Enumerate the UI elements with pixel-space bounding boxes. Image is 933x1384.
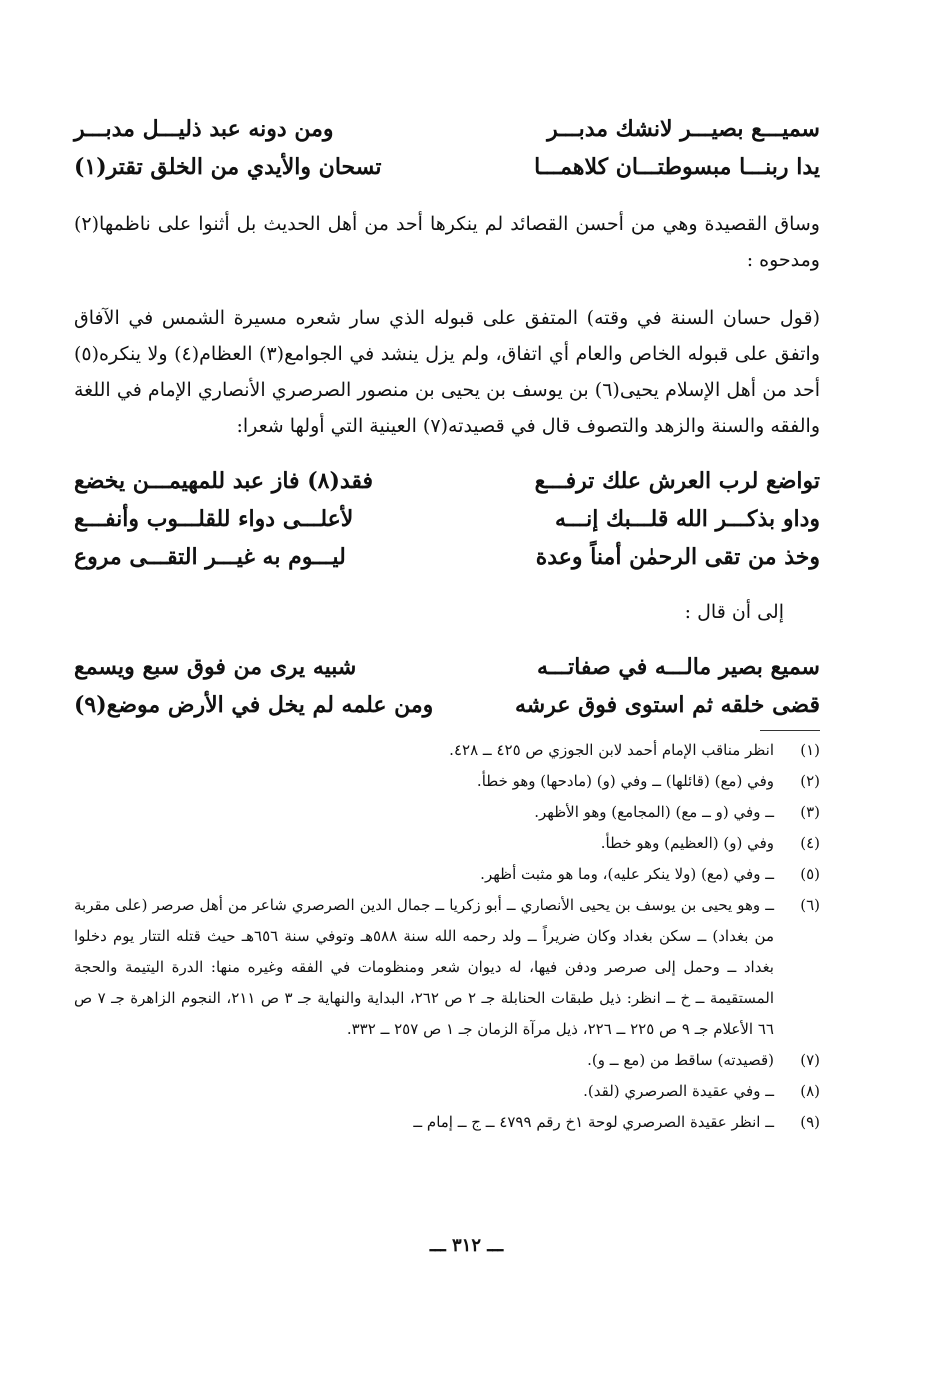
verse-first-hemistich: سميـــع بصيـــر لانشك مدبـــر: [547, 116, 820, 142]
footnote-separator: [760, 730, 820, 731]
verse-line: [74, 462, 820, 500]
verse-first-hemistich: تواضع لرب العرش علك ترفـــع: [534, 468, 820, 494]
footnote-text: وفي (مع) (قائلها) ــ وفي (و) (مادحها) وهو خطأ.: [476, 772, 774, 790]
footnote-number: (٣): [800, 803, 820, 821]
verse-first-hemistich: قضى خلقه ثم استوى فوق عرشه: [514, 692, 820, 718]
footnote: [74, 766, 820, 797]
verse-line: [74, 110, 820, 148]
footnote: [74, 890, 820, 1045]
page-body: [74, 110, 820, 1138]
footnote-number: (١): [800, 741, 820, 759]
footnote: [74, 735, 820, 766]
verse-first-hemistich: يدا ربنـــا مبسوطتـــان كلاهمـــا: [534, 154, 820, 180]
footnote-number: (٢): [800, 772, 820, 790]
verse-first-hemistich: وداو بذكـــر الله قلـــبك إنـــه: [555, 506, 820, 532]
footnote: [74, 1076, 820, 1107]
paragraph-1: وساق القصيدة وهي من أحسن القصائد لم ينكرها أحد من أهل الحديث بل أثنوا على ناظمها(٢) ومدحوه :: [74, 213, 820, 271]
footnote-text: انظر مناقب الإمام أحمد لابن الجوزي ص ٤٢٥ ــ ٤٢٨.: [449, 741, 774, 759]
verse-line: [74, 648, 820, 686]
verse-line: [74, 686, 820, 724]
transition-line: إلى أن قال :: [684, 601, 784, 623]
verse-first-hemistich: سميع بصير مالـــه في صفاتـــه: [536, 654, 820, 680]
verse-second-hemistich: لأعلـــى دواء للقلـــوب وأنفـــع: [74, 506, 354, 532]
footnote: [74, 828, 820, 859]
verse-line: [74, 148, 820, 186]
verse-second-hemistich: ومن علمه لم يخل في الأرض موضع(٩): [74, 692, 434, 718]
verse-second-hemistich: فقد(٨) فاز عبد للمهيمـــن يخضع: [74, 468, 374, 494]
footnote-text: وفي (و) (العظيم) وهو خطأ.: [600, 834, 774, 852]
verse-line: [74, 500, 820, 538]
footnote-text: (قصيدته) ساقط من (مع ــ و).: [587, 1051, 774, 1069]
footnote: [74, 859, 820, 890]
paragraph-2: (قول حسان السنة في وقته) المتفق على قبوله الذي سار شعره مسيرة الشمس في الآفاق واتفق على قبوله الخاص والعام أي اتفاق، ولم يزل ينشد في الجوامع(٣) العظام(٤) ولا ينكره(٥) أحد من أهل الإسلام يحيى(٦) بن يوسف بن يحيى بن منصور الصرصري الأنصاري الإمام في اللغة والفقه والسنة والزهد والتصوف قال في قصيدته(٧) العينية التي أولها شعرا:: [74, 307, 821, 437]
verse-second-hemistich: تسحان والأيدي من الخلق تقتر(١): [74, 154, 382, 180]
footnote-number: (٤): [800, 834, 820, 852]
verse-second-hemistich: شبيه يرى من فوق سبع ويسمع: [74, 654, 357, 680]
footnote-number: (٧): [800, 1051, 820, 1069]
footnote-text: ــ وفي (مع) (ولا ينكر عليه)، وما هو مثبت أظهر.: [480, 865, 774, 883]
verse-first-hemistich: وخذ من تقى الرحمٰن أمناً وعدة: [535, 544, 820, 570]
footnote-text: ــ وفي عقيدة الصرصري (لقد).: [583, 1082, 774, 1100]
footnote-text: ــ وهو يحيى بن يوسف بن يحيى الأنصاري ــ أبو زكريا ــ جمال الدين الصرصري شاعر من أهل صرصر (على مقربة من بغداد) ــ سكن بغداد وكان ضريراً ــ ولد رحمه الله سنة ٥٨٨هـ وتوفي سنة ٦٥٦هـ حيث قتله التتار يوم دخلوا بغداد ــ وحمل إلى صرصر ودفن فيها، له ديوان شعر ومنظومات في الفقه وغيره منها: الدرة اليتيمة والحجة المستقيمة ــ خ ــ انظر: ذيل طبقات الحنابلة جـ ٢ ص ٢٦٢، البداية والنهاية جـ ٣ ص ٢١١، النجوم الزاهرة جـ ٧ ص ٦٦ الأعلام جـ ٩ ص ٢٢٥ ــ ٢٢٦، ذيل مرآة الزمان جـ ١ ص ٢٥٧ ــ ٣٣٢.: [74, 896, 775, 1038]
footnotes: [74, 735, 820, 1138]
footnote: [74, 1107, 820, 1138]
verses-middle: [74, 462, 820, 576]
footnote-number: (٥): [800, 865, 820, 883]
verse-second-hemistich: ومن دونه عبد ذليـــل مدبـــر: [74, 116, 334, 142]
verses-top: [74, 110, 820, 186]
page-number: ـــ ٣١٢ ـــ: [429, 1235, 504, 1256]
verses-bottom: [74, 648, 820, 724]
verse-second-hemistich: ليـــوم به غيـــر التقـــى مروع: [74, 544, 346, 570]
footnote-text: ــ وفي (و ــ مع) (المجامع) وهو الأظهر.: [534, 803, 774, 821]
footnote-number: (٦): [800, 896, 820, 914]
verse-line: [74, 538, 820, 576]
footnote-text: ــ انظر عقيدة الصرصري لوحة ١خ رقم ٤٧٩٩ ــ ج ــ إمام ــ: [413, 1113, 774, 1131]
footnote-number: (٨): [800, 1082, 820, 1100]
footnote: [74, 1045, 820, 1076]
footnote: [74, 797, 820, 828]
footnote-number: (٩): [800, 1113, 820, 1131]
